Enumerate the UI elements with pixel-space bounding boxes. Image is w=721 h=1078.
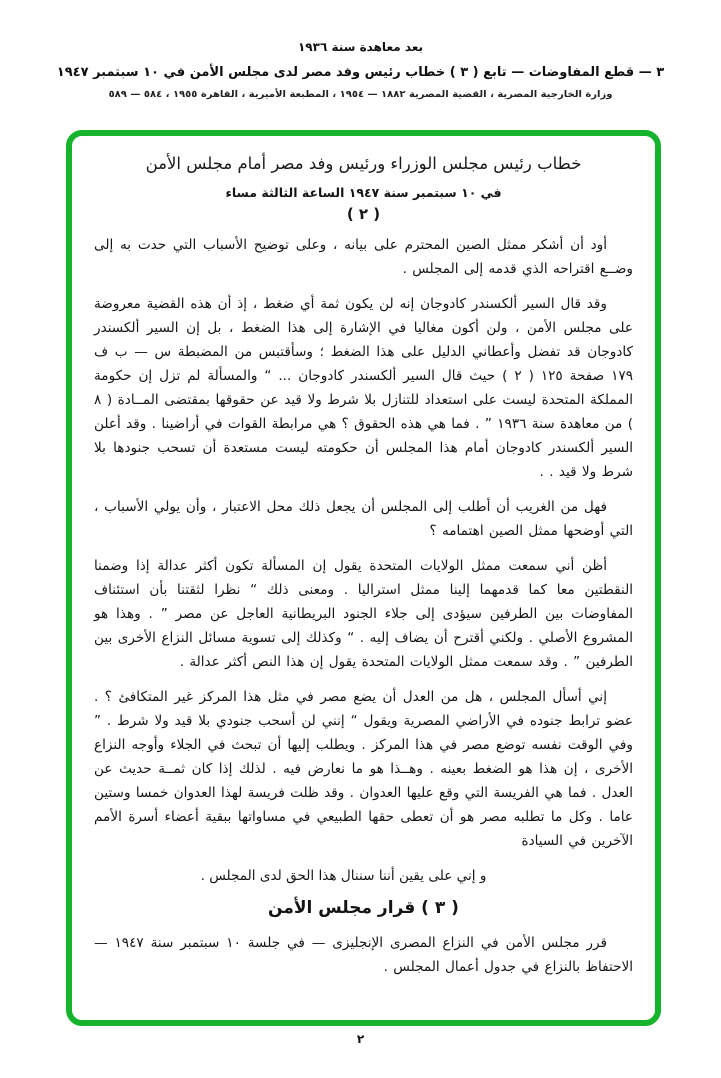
body-paragraph: أود أن أشكر ممثل الصين المحترم على بيانه ، وعلى توضيح الأسباب التي حدت به إلى وضــع اقتراحه الذي قدمه إلى المجلس .: [94, 237, 633, 277]
document-title: خطاب رئيس مجلس الوزراء ورئيس وفد مصر أمام مجلس الأمن: [145, 154, 582, 173]
header-treaty-note: بعد معاهدة سنة ١٩٣٦: [297, 40, 424, 54]
body-paragraph: أظن أني سمعت ممثل الولايات المتحدة يقول إن المسألة تكون أكثر عدالة إذا وضمنا النقطتين معا كما قدمهما إلينا ممثل استراليا . ومعنى ذلك “ نظرا لثقتنا بأن استئناف المفاوضات بين الطرفين سيؤدى إلى جلاء الجنود البريطانية العاجل عن مصر ” . وهذا هو المشروع الأصلي . ولكني أقترح أن يضاف إليه . “ وكذلك إلى تسوية مسائل النزاع الأخرى بين الطرفين ” . وقد سمعت ممثل الولايات المتحدة يقول إن هذا النص أكثر عدالة .: [94, 558, 633, 670]
header-source-citation: وزارة الخارجية المصرية ، القضية المصرية ١٨٨٢ — ١٩٥٤ ، المطبعة الأميرية ، القاهرة ١٩٥٥ ، ٥٨٤ — ٥٨٩: [108, 89, 613, 100]
document-subtitle: في ١٠ سبتمبر سنة ١٩٤٧ الساعة الثالثة مساء: [225, 185, 502, 200]
body-paragraph: إني أسأل المجلس ، هل من العدل أن يضع مصر في مثل هذا المركز غير المتكافئ ؟ . عضو ترابط جنوده في الأراضي المصرية ويقول “ إنني لن أسحب جنودي بلا قيد ولا شرط . ” وفي الوقت نفسه توضع مصر في هذا المركز . ويطلب إليها أن تبحث في الجلاء وأوجه النزاع الأخرى ، إن هذا هو الضغط بعينه . وهــذا هو ما نعارض فيه . لذلك إذا كان ثمــة حديث عن العدل . فما هي الفريسة التي وقع عليها العدوان . وقد ظلت فريسة لهذا العدوان خمسا وستين عاما . وكل ما تطلبه مصر هو أن تعطى حقها الطبيعي في مساواتها ببقية أعضاء أسرة الأمم الآخرين في السيادة: [94, 689, 633, 849]
part-number: ( ٢ ): [346, 205, 381, 223]
decision-body-paragraph: قرر مجلس الأمن في النزاع المصرى الإنجليزى — في جلسة ١٠ سبتمبر سنة ١٩٤٧ — الاحتفاظ بالنزاع في جدول أعمال المجلس .: [94, 935, 633, 975]
page-number: ٢: [356, 1032, 365, 1046]
decision-section-heading: ( ٣ ) قرار مجلس الأمن: [268, 898, 459, 918]
body-paragraph: فهل من الغريب أن أطلب إلى المجلس أن يجعل ذلك محل الاعتبار ، وأن يولي الأسباب ، التي أوضحها ممثل الصين اهتمامه ؟: [94, 499, 633, 539]
closing-line: و إني على يقين أننا سننال هذا الحق لدى المجلس .: [200, 868, 487, 884]
body-paragraph: وقد قال السير ألكسندر كادوجان إنه لن يكون ثمة أي ضغط ، إذ أن هذه القضية معروضة على مجلس الأمن ، ولن أكون مغاليا في الإشارة إلى هذا الضغط ، بل إن السير ألكسندر كادوجان قد تفضل وأعطاني الدليل على هذا الضغط ؛ وسأقتبس من المضبطة س — ب ف ١٧٩ صفحة ١٢٥ ( ٢ ) حيث قال السير ألكسندر كادوجان ... “ والمسألة لم تزل إن حكومة المملكة المتحدة ليست على استعداد للتنازل بلا شرط ولا قيد عن حقوقها بمقتضى المــادة ( ٨ ) من معاهدة سنة ١٩٣٦ ” . فما هي هذه الحقوق ؟ هي مرابطة القوات في أراضينا . وقد أعلن السير ألكسندر كادوجان أمام هذا المجلس أن حكومته ليست مستعدة أن تسحب جنودها بلا شرط ولا قيد . .: [94, 296, 633, 480]
header-catalog-line: ٣ — قطع المفاوضات — تابع ( ٣ ) خطاب رئيس وفد مصر لدى مجلس الأمن في ١٠ سبتمبر ١٩٤٧: [56, 65, 665, 80]
bibliographic-header: [0, 40, 721, 100]
green-highlight-box: [66, 130, 661, 1026]
